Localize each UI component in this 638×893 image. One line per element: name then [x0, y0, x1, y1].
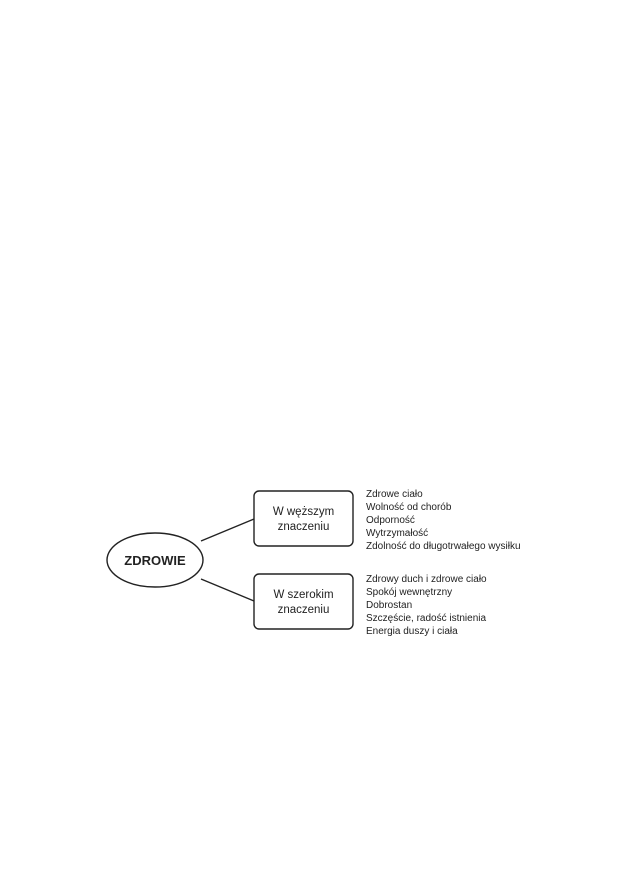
list-item: Zdolność do długotrwałego wysiłku: [366, 541, 521, 552]
list-item: Wytrzymałość: [366, 528, 429, 539]
root-label: ZDROWIE: [124, 553, 186, 568]
list-item: Dobrostan: [366, 600, 413, 611]
branch-broad-label-line2: znaczeniu: [277, 604, 330, 616]
list-item: Zdrowy duch i zdrowe ciało: [366, 574, 487, 585]
list-item: Spokój wewnętrzny: [366, 587, 453, 598]
branch-narrow-items: [366, 489, 521, 552]
list-item: Energia duszy i ciała: [366, 626, 458, 637]
branch-narrow-box: [254, 491, 353, 546]
list-item: Szczęście, radość istnienia: [366, 613, 487, 624]
list-item: Wolność od chorób: [366, 502, 452, 513]
branch-narrow: [254, 491, 353, 546]
branch-broad-label-line1: W szerokim: [273, 589, 334, 601]
branch-narrow-label-line2: znaczeniu: [277, 521, 330, 533]
connector-broad: [201, 579, 254, 601]
list-item: Odporność: [366, 515, 415, 526]
branch-broad-box: [254, 574, 353, 629]
connector-narrow: [201, 519, 254, 541]
branch-broad-items: [366, 574, 487, 637]
branch-broad: [254, 574, 353, 629]
branch-narrow-label-line1: W węższym: [272, 506, 335, 518]
root-node: [107, 533, 203, 587]
list-item: Zdrowe ciało: [366, 489, 423, 500]
